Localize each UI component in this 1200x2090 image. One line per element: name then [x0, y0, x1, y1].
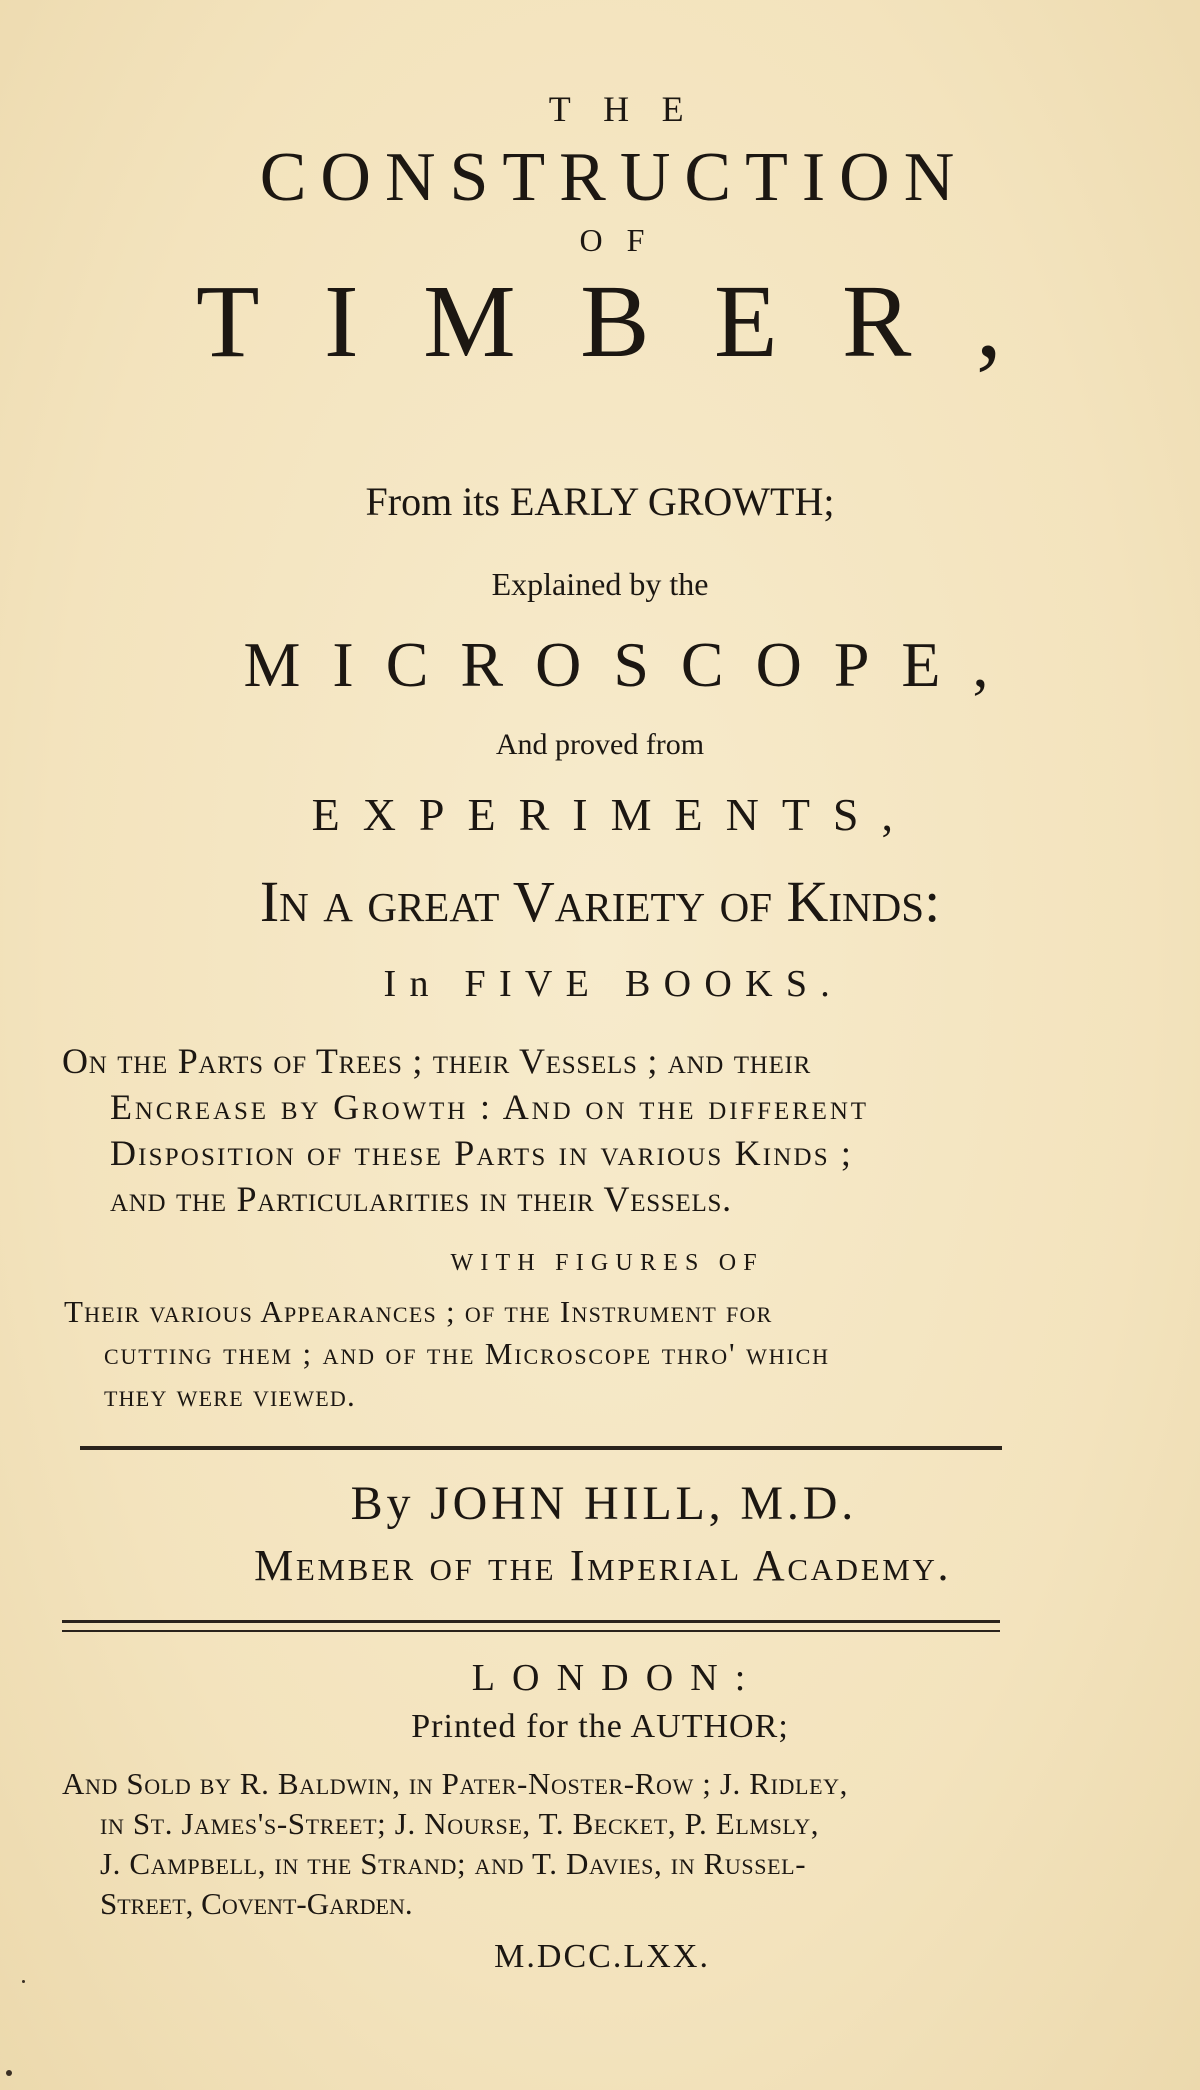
- variety-line: In a great Variety of Kinds:: [259, 869, 941, 934]
- author-byline: By JOHN HILL, M.D.: [350, 1477, 858, 1530]
- author-membership: Member of the Imperial Academy.: [254, 1541, 952, 1590]
- divider-rule-1: [80, 1446, 1002, 1450]
- imprint-city: LONDON:: [471, 1657, 763, 1699]
- title-microscope: MICROSCOPE,: [243, 629, 1021, 700]
- imprint-line-4: Street, Covent-Garden.: [100, 1886, 413, 1921]
- imprint-line-3: J. Campbell, in the Strand; and T. Davies, in Russel-: [100, 1846, 807, 1881]
- divider-rule-2b: [62, 1630, 1000, 1632]
- title-of: OF: [579, 222, 669, 258]
- proved-line: And proved from: [495, 728, 705, 761]
- imprint-line-1: And Sold by R. Baldwin, in Pater-Noster-Row ; J. Ridley,: [62, 1766, 849, 1801]
- contents-line-4: and the Particularities in their Vessels.: [110, 1179, 732, 1219]
- imprint-line-2: in St. James's-Street; J. Nourse, T. Becket, P. Elmsly,: [100, 1806, 820, 1841]
- figures-line-2: cutting them ; and of the Microscope thro' which: [104, 1336, 830, 1371]
- imprint-year: M.DCC.LXX.: [494, 1938, 710, 1975]
- figures-line-3: they were viewed.: [104, 1378, 357, 1413]
- title-the: THE: [548, 89, 716, 129]
- figures-line-1: Their various Appearances ; of the Instrument for: [64, 1294, 773, 1329]
- figures-heading: WITH FIGURES OF: [450, 1250, 764, 1276]
- five-books-line: In FIVE BOOKS.: [383, 963, 844, 1005]
- contents-line-1: On the Parts of Trees ; their Vessels ; and their: [62, 1041, 812, 1081]
- subtitle-early-growth: From its EARLY GROWTH;: [365, 479, 835, 524]
- title-timber: TIMBER,: [196, 264, 1067, 379]
- ink-speck: [6, 2070, 12, 2076]
- title-experiments: EXPERIMENTS,: [311, 789, 916, 840]
- explained-line: Explained by the: [491, 566, 709, 602]
- contents-line-3: Disposition of these Parts in various Kinds ;: [110, 1133, 854, 1173]
- imprint-printed: Printed for the AUTHOR;: [411, 1708, 789, 1745]
- contents-line-2: Encrease by Growth : And on the different: [110, 1087, 869, 1127]
- divider-rule-2a: [62, 1620, 1000, 1623]
- title-construction: CONSTRUCTION: [259, 139, 969, 216]
- ink-speck: [22, 1980, 25, 1983]
